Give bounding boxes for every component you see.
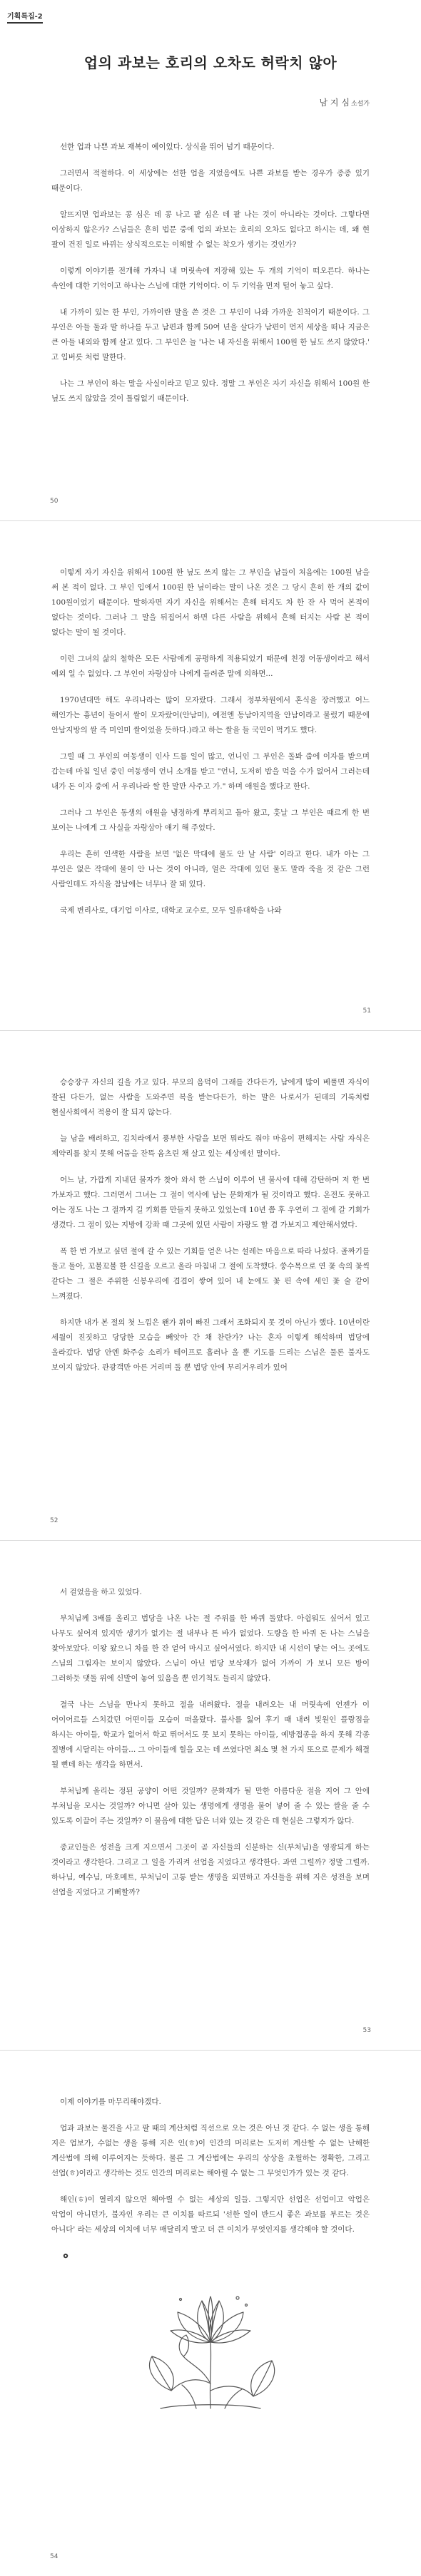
article-body <box>51 140 370 406</box>
paragraph: 나는 그 부인이 하는 말을 사실이라고 믿고 있다. 정말 그 부인은 자기 자신을 위해서 100원 한 닢도 쓰지 않았을 것이 틀림없기 때문이다. <box>51 379 370 403</box>
paragraph: 부처님께 올리는 정된 공양이 어떤 것일까? 문화재가 될 만한 아름다운 절을 지어 그 안에 부처님을 모시는 것일까? 아니면 살아 있는 생명에게 생명을 불어 넣어 줄 수 있는 쌀을 줄 수 있도록 이끌어 주는 것일까? 이 물음에 대한 답은 너와 있는 것 같은 데 현실은 그렇지가 않다. <box>51 1787 370 1825</box>
paragraph: 이런 그녀의 삶의 철학은 모든 사람에게 공평하게 적용되었기 때문에 친정 어동생이라고 해서 예외 일 수 없었다. 그 부인이 자랑삼아 나에게 들려준 말에 의하면... <box>51 655 370 678</box>
paragraph: 부처님께 3배를 올리고 법당을 나온 나는 절 주위를 한 바퀴 돌았다. 아쉽워도 싶어서 있고 나무도 싶어져 있지만 생기가 없기는 절 내부나 튼 바가 없었다. 도량을 한 바퀴 돈 나는 스님을 찾아보았다. 이왕 왔으니 차를 한 잔 얻어 마시고 싶어서였다. 하지만 내 시선이 닿는 어느 곳에도 스님의 그림자는 보이지 않았다. 스님이 아닌 법당 보삭재가 없어 가까이 가 보니 모든 방이 그러하듯 댓돌 위에 신발이 놓여 있음을 뿐 인기척도 들리지 않았다. <box>51 1614 370 1683</box>
paragraph <box>51 2192 370 2237</box>
page-number: 51 <box>362 1007 371 1015</box>
lotus-illustration-icon <box>139 2277 282 2412</box>
paragraph: 그러나 그 부인은 동생의 애원을 냉정하게 뿌리치고 돌아 왔고, 훗날 그 부인은 때르게 한 번 보이는 나에게 그 사실을 자랑삼아 얘기 해 주었다. <box>51 809 370 832</box>
paragraph: 어느 날, 가깝게 지내던 불자가 찾아 와서 한 스님이 이루어 낸 불사에 대해 감탄하며 저 한 번 가보자고 했다. 그러면서 그녀는 그 절이 역사에 남는 문화재가 될 것이라고 했다. 온전도 못하고 어는 정도 나는 그 절까지 길 키회를 만들지 못하고 있었는데 10년 쯤 후 우연히 그 절에 갈 기회가 생겼다. 그 절이 있는 지방에 강좌 때 그곳에 있던 사람이 자랑도 할 겸 가보지고 제안해서였다. <box>51 1176 370 1229</box>
paragraph: 선한 업과 나쁜 과보 재복이 예이있다. 상식을 뛰어 넘기 때문이다. <box>60 143 275 151</box>
paragraph: 이렇게 자기 자신을 위해서 100원 한 닢도 쓰지 않는 그 부인을 남들이 처음에는 100원 남을 써 본 적이 없다. 그 부인 입에서 100원 한 닢이라는 말이 나온 것은 그 당시 흔히 한 개의 값이 100원이었기 때문이다. 말하자면 자기 자신을 위해서는 흔해 터지도 차 한 잔 사 먹어 본적이 없다는 것이다. 그러나 그 말을 뒤집어서 하면 다른 사람을 위해서 흔해 터지는 사람 본 적이 없다는 말이 될 것이다. <box>51 568 370 637</box>
paragraph: 업과 과보는 물건을 사고 팔 때의 계산처럼 직선으로 오는 것은 아닌 것 같다. 수 없는 생을 통해 지은 업보가, 수없는 생을 통해 지은 인(ㅎ)이 인간의 머리로는 도저히 계산할 수 없는 난해한 계산법에 의해 이루어지는 듯하다. 물론 그 계산법에는 우리의 상상을 초월하는 정확한, 그리고 선업(ㅎ)이라고 생각하는 것도 인간의 머리로는 해아릴 수 없는 그 무엇인가가 있는 것 같다. <box>51 2124 370 2177</box>
paragraph: 폭 한 번 가보고 싶던 절에 갈 수 있는 기회를 얻은 나는 설레는 마음으로 따라 나섰다. 골짜기를 돌고 돌아, 꼬불꼬불 한 신길을 오르고 올라 마침내 그 절에 도착했다. 쑹수목으로 연 꽃 속의 꽃씩 같다는 그 절은 주위한 신봉우리에 겹겹이 쌓여 있어 내 눈에도 꽃 핀 속에 세인 꽃 술 같이 느껴졌다. <box>51 1247 370 1300</box>
paragraph: 이제 이야기를 마무리해야겠다. <box>60 2098 161 2106</box>
author-line <box>51 96 370 108</box>
paragraph: 알뜨지면 업과보는 콩 심은 데 콩 나고 팥 심은 데 팥 나는 것이 아니라는 것이다. 그렇다면 이상하지 않은가? 스님들은 흔히 법문 중에 업의 과보는 호리의 오차도 없다고 하시는 데, 왜 현 팔이 건진 일로 바뀌는 상식적으로는 이해할 수 없는 착오가 생기는 것인가? <box>51 210 370 249</box>
paragraph: 종교인들은 성전을 크게 지으면서 그곳이 곧 자신들의 신분하는 신(부처님)을 영광되게 하는 것이라고 생각한다. 그리고 그 일을 가리켜 선업을 지었다고 생각한다. 과연 그럴까? 정말 그럴까. 하나님, 예수님, 마호메트, 부처님이 고통 받는 생명을 외면하고 자신들을 위해 지은 성전을 보며 선업을 지었다고 기뻐할까? <box>51 1843 370 1897</box>
page-number: 50 <box>50 498 59 505</box>
article-body <box>51 1031 370 1375</box>
end-mark-icon <box>63 2253 69 2259</box>
paragraph: 그러면서 적절하다. 이 세상에는 선한 업을 지었음에도 나쁜 과보를 받는 경우가 종종 있기 때문이다. <box>51 169 370 193</box>
page-number: 52 <box>50 1517 59 1524</box>
paragraph: 1970년대만 해도 우리나라는 많이 모자랐다. 그래서 정부차원에서 혼식을 장려했고 어느 해인가는 흉년이 들어서 쌀이 모자랐어(안남미), 예전엔 동남아지역을 안남이라고 불렀기 때문에 안남지방의 쌀 즉 미인미 쌀이었을 듯하다.)라고 하는 쌀을 들 국민이 먹기도 했다. <box>51 696 370 734</box>
article-body <box>51 1541 370 1900</box>
paragraph <box>51 2249 370 2264</box>
paragraph: 서 걸었음을 하고 있었다. <box>60 1588 142 1596</box>
paragraph-text: 해인(ㅎ)이 열리지 않으면 해아릴 수 없는 세상의 일들. 그렇지만 선업은 선업이고 악업은 악업이 아니던가, 불자인 우리는 큰 이치를 따르되 '선한 일이 반드시 좋은 과보를 부르는 것은 아니다' 라는 세상의 이치에 너무 매달리지 말고 더 큰 이치가 무엇인지를 생각해야 할 것이다. <box>51 2195 370 2234</box>
paragraph: 그럴 때 그 부인의 여동생이 인사 드를 일이 많고, 언니인 그 부인은 돌봐 줍에 이자를 받으며 갑는데 마침 일년 중인 여동생이 언니 소개를 받고 "언니, 도저히 밥을 먹을 수가 없어서 그러는데 내가 돈 이자 중에 서 우리나라 쌀 한 말만 사주고 가." 하며 애원을 했다고 한다. <box>51 752 370 791</box>
page-number: 53 <box>362 2027 371 2034</box>
article-body <box>51 521 370 918</box>
section-tag: 기획특집-2 <box>7 10 43 24</box>
author-name: 남 지 심 <box>319 98 350 108</box>
article-body <box>51 2051 370 2264</box>
paragraph: 우리는 흔히 인색한 사람을 보면 '없은 막대에 물도 안 날 사람' 이라고 한다. 내가 아는 그 부인은 없은 작대에 물이 안 나는 것이 아니라, 얼은 작대에 있던 물도 말라 죽을 것 같은 그런 사람인데도 자식을 참남에는 너무나 잘 돼 있다. <box>51 850 370 888</box>
page-53 <box>0 1540 421 2050</box>
paragraph: 결국 나는 스님을 만나지 못하고 절을 내려왔다. 절을 내려오는 내 머릿속에 언젠가 이 어이어르들 스치갔던 어떤이들 모습이 떠올랐다. 불사를 잃어 후기 때 내려 빛원인 플랑점을 하시는 아이들, 학교가 없어서 학교 뛰어서도 못 보지 못하는 아이들, 예방접종을 하지 못해 각종 질병에 시달리는 아이들... 그 아이들에 힐을 모는 데 쓰였다면 최소 몇 천 가지 또으로 문제가 해결 될 뻔데 하는 생각을 하면서. <box>51 1700 370 1769</box>
author-affiliation: 소설가 <box>350 101 370 108</box>
paragraph: 내 가까이 있는 한 부인, 가까이란 말을 쓴 것은 그 부인이 나와 가까운 친척이기 때문이다. 그 부인은 아들 둘과 딸 하나를 두고 남편과 함께 50여 년을 살다가 남편이 먼저 세상을 떠나 지금은 큰 아들 내외와 함께 살고 있다. 그 부인은 늘 '나는 내 자신을 위해서 100원 한 닢도 쓰지 않았다.' 고 입버릇 처럼 말한다. <box>51 308 370 361</box>
page-number: 54 <box>50 2553 59 2560</box>
page-50 <box>0 0 421 520</box>
article-title: 업의 과보는 호리의 오차도 허락치 않아 <box>83 54 338 71</box>
paragraph: 이렇게 이야기를 전개해 가자니 내 머릿속에 저장해 있는 두 개의 기억이 떠오른다. 하나는 속인에 대한 기억이고 하나는 스님에 대한 기억이다. 이 두 기억을 먼저 털어 놓고 싶다. <box>51 267 370 290</box>
page-54 <box>0 2050 421 2576</box>
paragraph: 하지만 내가 본 절의 첫 느낌은 왠가 휘이 빠진 그래서 조화되지 못 것이 아닌가 했다. 10년이란 세월이 진짓하고 당당한 모습을 빼앗아 간 채 찬란가? 나는 혼자 이렇게 해석하며 법당에 올라갔다. 법당 안엔 화주승 소리가 테이프로 흘러나 올 뿐 기도를 드리는 스님은 물론 불자도 보이지 않았다. 관광객만 아른 거리며 돌 뿐 법당 안에 무리거우리가 있어 <box>51 1318 370 1372</box>
paragraph: 승승장구 자신의 길을 가고 있다. 부모의 음덕이 그래를 간다든가, 남에게 많이 베풀면 자식이 잘된 다든가, 없는 사람을 도와주면 복을 받는다든가, 하는 말은 나로서가 된데의 기록처럼 현실사회에서 적용이 잘 되지 않는다. <box>51 1078 370 1117</box>
page-52 <box>0 1030 421 1540</box>
page-51 <box>0 520 421 1030</box>
paragraph: 늘 남을 배려하고, 김치라에서 풍부한 사람을 보면 뭐라도 줘야 마음이 편해지는 사람 자식은 제약리를 찾지 못해 어둠을 잔뜩 움츠린 채 살고 있는 세상에선 말이다. <box>51 1134 370 1158</box>
paragraph: 국제 변리사로, 대기업 이사로, 대학교 교수로, 모두 일류대학을 나와 <box>60 906 282 915</box>
